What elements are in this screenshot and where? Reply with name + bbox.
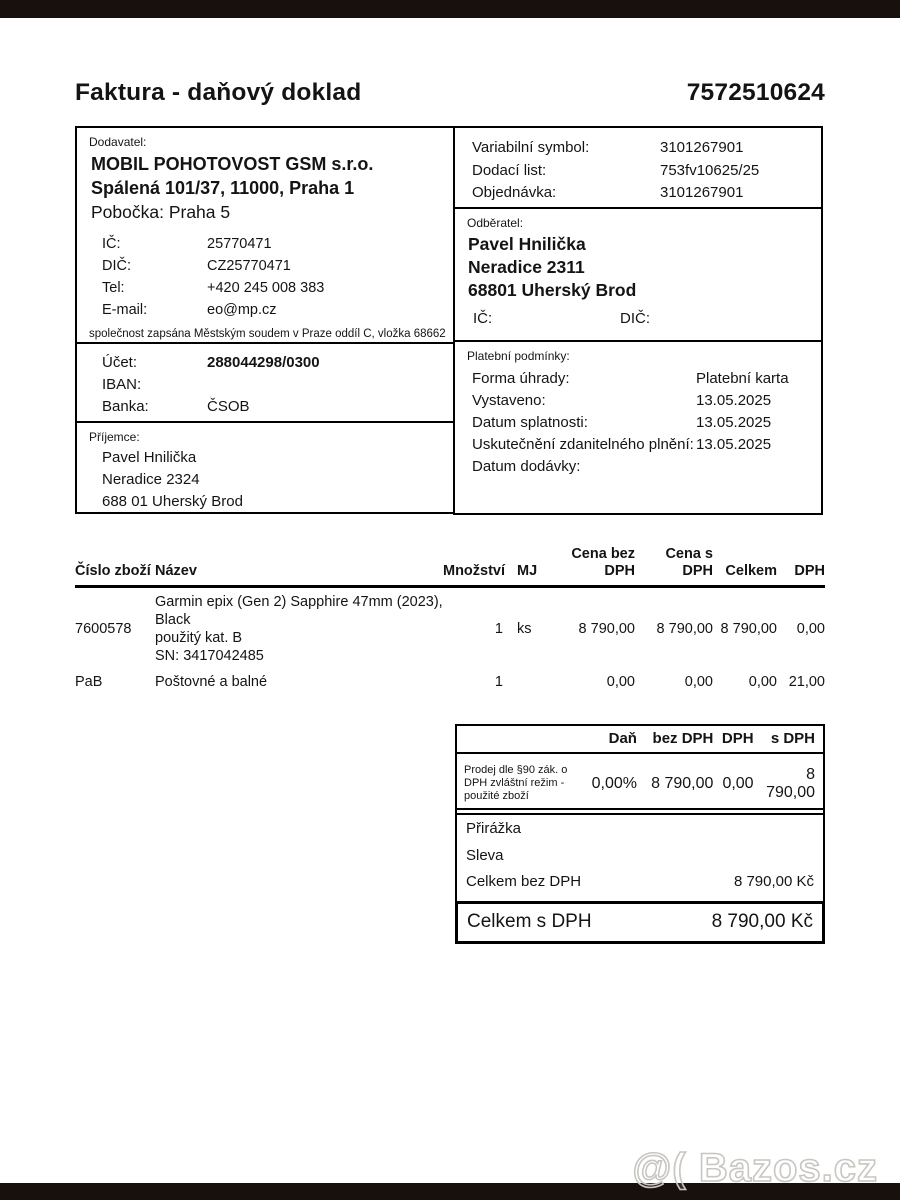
taxable-supply-label: Uskutečnění zdanitelného plnění:: [472, 436, 694, 453]
item-total: 8 790,00: [720, 621, 777, 637]
col-header-code: Číslo zboží: [75, 546, 155, 587]
supplier-label: Dodavatel:: [89, 135, 147, 149]
delivery-note-row: [455, 160, 821, 183]
tel-value: +420 245 008 383: [207, 280, 325, 296]
items-table-header: [75, 546, 825, 587]
payment-method-label: Forma úhrady:: [472, 370, 570, 387]
surcharge-label: Přirážka: [466, 820, 522, 837]
invoice-number: 7572510624: [686, 79, 825, 106]
customer-ic-label: IČ:: [473, 310, 493, 327]
tax-header-net: bez DPH: [637, 725, 713, 753]
due-date-value: 13.05.2025: [696, 414, 772, 431]
supplier-box: [75, 126, 455, 344]
total-net-label: Celkem bez DPH: [466, 873, 582, 890]
recipient-box: [75, 421, 455, 514]
left-column: [75, 126, 455, 515]
col-header-price-net: Cena bez DPH: [545, 546, 635, 587]
grand-total-label: Celkem s DPH: [467, 911, 592, 932]
delivery-note-label: Dodací list:: [472, 161, 547, 179]
item-vat: 0,00: [796, 621, 825, 637]
supplier-branch: Pobočka: Praha 5: [91, 202, 231, 222]
payment-method-value: Platební karta: [696, 370, 789, 387]
tax-header-row: [456, 725, 824, 753]
item-total: 0,00: [748, 674, 777, 690]
supplier-email-row: [77, 299, 453, 321]
recipient-city: 688 01 Uherský Brod: [102, 493, 243, 510]
tax-header-gross: s DPH: [754, 725, 824, 753]
item-code: 7600578: [75, 621, 132, 637]
supplier-address: Spálená 101/37, 11000, Praha 1: [91, 178, 355, 198]
payment-terms-box: [453, 340, 823, 515]
item-price-gross: 0,00: [684, 674, 713, 690]
iban-label: IBAN:: [102, 376, 142, 393]
document-header: [75, 79, 825, 107]
issued-row: [455, 390, 821, 412]
tax-summary-table: [455, 724, 825, 815]
symbols-box: [453, 126, 823, 209]
supplier-tel-row: [77, 277, 453, 299]
customer-name: Pavel Hnilička: [468, 234, 586, 254]
customer-dic-label: DIČ:: [620, 310, 650, 327]
issued-label: Vystaveno:: [472, 392, 546, 409]
total-net-value: 8 790,00 Kč: [733, 873, 814, 890]
tax-rate-value: 0,00%: [591, 774, 637, 792]
page-title: Faktura - daňový doklad: [75, 79, 362, 106]
grand-total-box: [455, 901, 825, 944]
totals-section: [455, 808, 825, 944]
bank-account-row: [77, 352, 453, 374]
supplier-dic-row: [77, 255, 453, 277]
customer-city: 68801 Uherský Brod: [468, 280, 637, 300]
email-value: eo@mp.cz: [207, 302, 277, 318]
discount-row: [457, 843, 823, 870]
col-header-unit: MJ: [503, 546, 545, 587]
tax-summary: [455, 724, 825, 815]
customer-street: Neradice 2311: [468, 257, 585, 277]
item-name: [155, 668, 443, 694]
item-qty: 1: [494, 674, 503, 690]
info-grid: [75, 126, 823, 515]
tax-net-value: 8 790,00: [651, 774, 714, 792]
variable-symbol-row: [455, 137, 821, 160]
item-price-net: 0,00: [606, 674, 635, 690]
tax-data-row: [456, 753, 824, 814]
item-qty: 1: [494, 621, 503, 637]
delivery-date-row: [455, 456, 821, 478]
order-label: Objednávka:: [472, 184, 557, 201]
customer-box: [453, 207, 823, 342]
supplier-name: MOBIL POHOTOVOST GSM s.r.o.: [91, 154, 374, 174]
bank-value: ČSOB: [207, 398, 250, 415]
supplier-detail-rows: [77, 233, 453, 321]
item-unit: [503, 668, 545, 694]
recipient-label: Příjemce:: [89, 430, 140, 444]
due-date-row: [455, 412, 821, 434]
table-row: [75, 587, 825, 669]
bank-box: [75, 342, 455, 423]
recipient-street: Neradice 2324: [102, 471, 200, 488]
item-name: [155, 587, 443, 669]
right-column: [453, 126, 823, 515]
item-name-line-2: použitý kat. B: [155, 630, 243, 646]
tax-header-vat: DPH: [713, 725, 753, 753]
variable-symbol-label: Variabilní symbol:: [472, 139, 590, 156]
item-name-line-1: Garmin epix (Gen 2) Sapphire 47mm (2023), Black: [155, 594, 443, 628]
ic-value: 25770471: [207, 236, 272, 252]
total-net-row: [457, 869, 823, 896]
bazos-watermark: @( Bazos.cz: [632, 1146, 878, 1190]
grand-total-value: 8 790,00 Kč: [711, 911, 813, 932]
due-date-label: Datum splatnosti:: [472, 414, 588, 431]
taxable-supply-row: [455, 434, 821, 456]
tax-gross-value: 8 790,00: [766, 765, 815, 801]
taxable-supply-value: 13.05.2025: [696, 436, 772, 453]
bank-name-row: [77, 396, 453, 418]
account-label: Účet:: [102, 354, 138, 371]
variable-symbol-value: 3101267901: [660, 139, 744, 156]
table-row: [75, 668, 825, 694]
issued-value: 13.05.2025: [696, 392, 772, 409]
customer-label: Odběratel:: [467, 216, 524, 230]
recipient-name: Pavel Hnilička: [102, 449, 197, 466]
delivery-note-value: 753fv10625/25: [660, 161, 760, 179]
supplier-registration-note: společnost zapsána Městským soudem v Praze oddíl C, vložka 68662: [89, 328, 446, 340]
dic-label: DIČ:: [102, 258, 131, 274]
item-unit: ks: [517, 621, 532, 637]
order-value: 3101267901: [660, 184, 744, 201]
account-value: 288044298/0300: [207, 354, 320, 371]
tax-header-rate: Daň: [583, 725, 637, 753]
surcharge-row: [457, 816, 823, 843]
tax-regime-label: Prodej dle §90 zák. o DPH zvláštní režim - použité zboží: [464, 764, 568, 802]
item-price-net: 8 790,00: [578, 621, 635, 637]
col-header-name: Název: [155, 546, 443, 587]
payment-rows: [455, 368, 821, 478]
dic-value: CZ25770471: [207, 258, 291, 274]
customer-icdic-row: [455, 310, 821, 327]
item-code: PaB: [75, 674, 103, 690]
items-table: [75, 546, 825, 694]
item-vat: 21,00: [788, 674, 825, 690]
tax-vat-value: 0,00: [722, 774, 754, 792]
col-header-qty: Množství: [443, 546, 503, 587]
item-name-line-3: SN: 3417042485: [155, 648, 264, 664]
supplier-ic-row: [77, 233, 453, 255]
payment-method-row: [455, 368, 821, 390]
item-name-line-1: Poštovné a balné: [155, 674, 268, 690]
col-header-price-gross: Cena s DPH: [635, 546, 713, 587]
tax-header-empty: [456, 725, 583, 753]
order-row: [455, 182, 821, 205]
payment-terms-label: Platební podmínky:: [467, 349, 570, 363]
top-black-bar: [0, 0, 900, 18]
totals-detail-box: [455, 808, 825, 903]
email-label: E-mail:: [102, 302, 148, 318]
tel-label: Tel:: [102, 280, 125, 296]
col-header-vat: DPH: [777, 546, 825, 587]
delivery-date-label: Datum dodávky:: [472, 458, 581, 475]
bank-iban-row: [77, 374, 453, 396]
item-price-gross: 8 790,00: [656, 621, 713, 637]
ic-label: IČ:: [102, 236, 121, 252]
col-header-total: Celkem: [713, 546, 777, 587]
discount-label: Sleva: [466, 846, 504, 864]
bank-label: Banka:: [102, 398, 149, 415]
